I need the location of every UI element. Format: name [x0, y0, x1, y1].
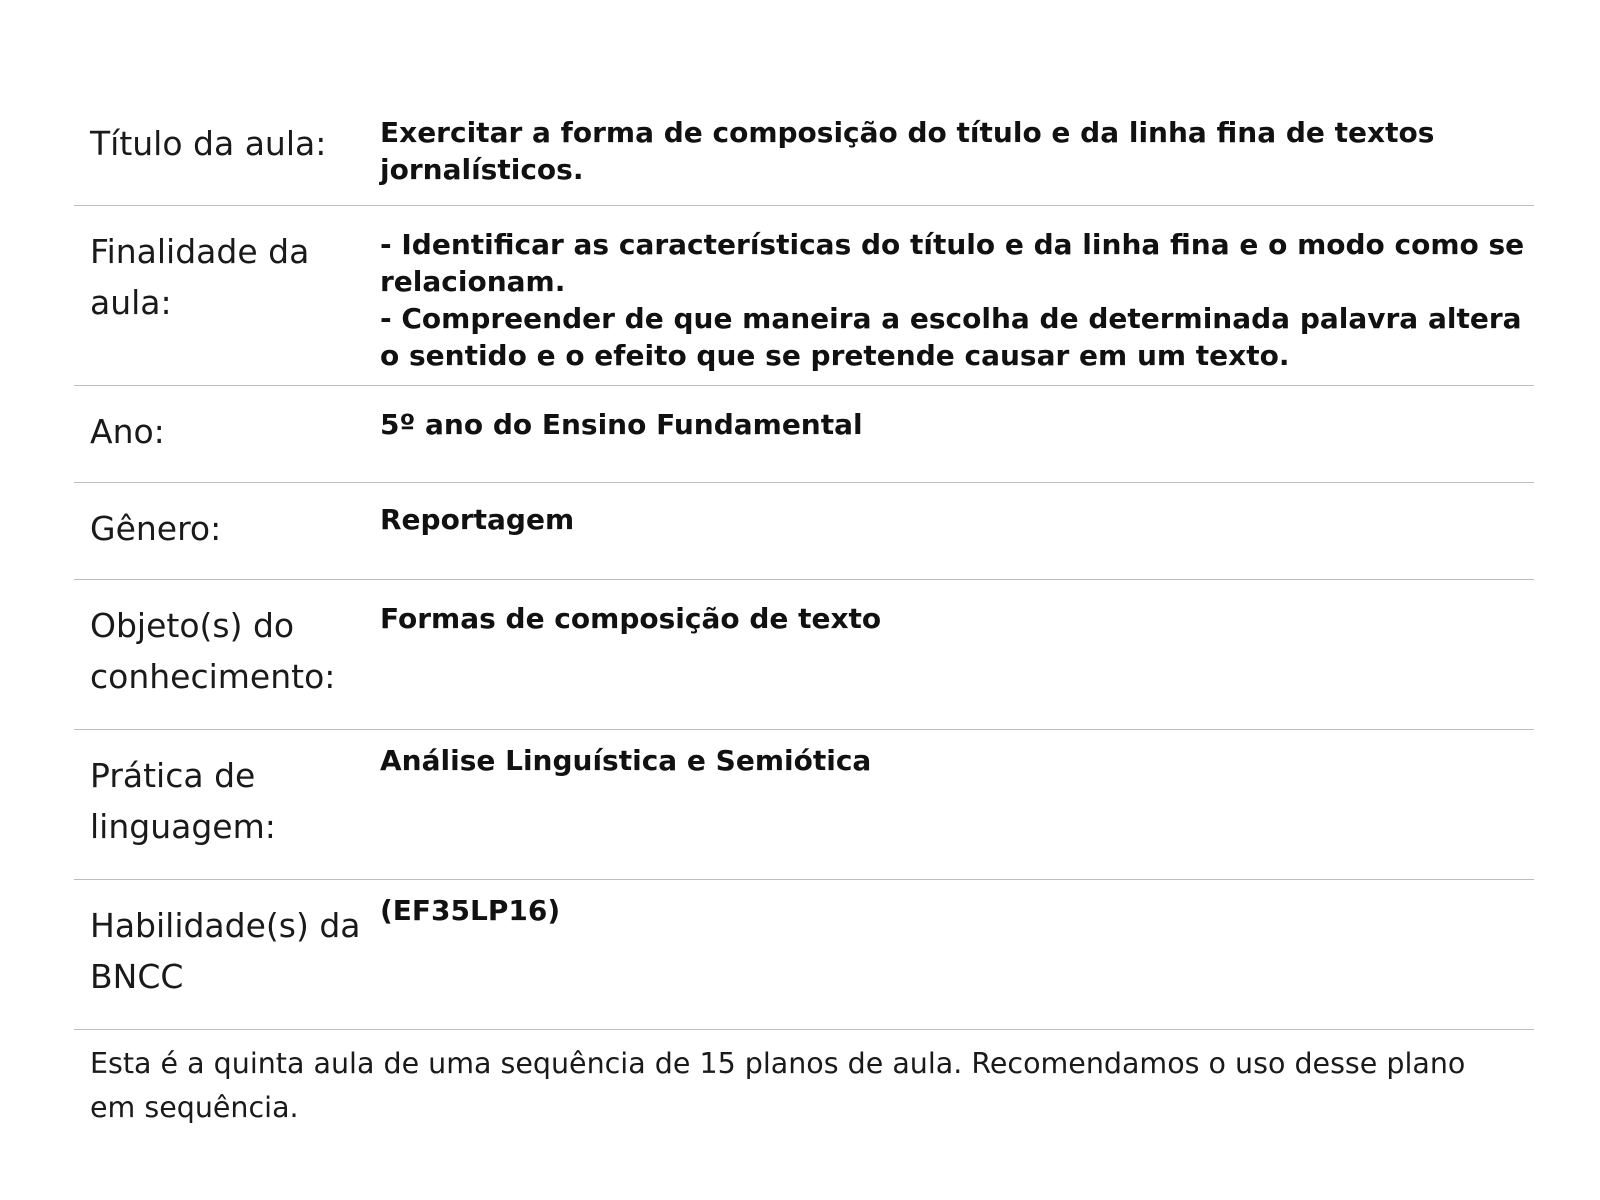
bncc-skills-value [380, 880, 1534, 1029]
sequence-note: Esta é a quinta aula de uma sequência de 15 planos de aula. Recomendamos o uso desse plano em sequência. [90, 1047, 1466, 1124]
row-knowledge-objects [74, 580, 1534, 730]
row-genre [74, 483, 1534, 580]
school-year-label: Ano: [90, 412, 165, 451]
row-school-year [74, 386, 1534, 483]
lesson-purpose-label: Finalidade da aula: [90, 232, 310, 322]
language-practice-value [380, 730, 1534, 879]
knowledge-objects-text: Formas de composição de texto [380, 602, 882, 635]
school-year-text: 5º ano do Ensino Fundamental [380, 408, 863, 441]
genre-value [380, 483, 1534, 579]
language-practice-label: Prática de linguagem: [90, 756, 276, 846]
knowledge-objects-value [380, 580, 1534, 729]
lesson-title-value [380, 98, 1534, 205]
lesson-purpose-value [380, 206, 1534, 385]
purpose-item-2: - Compreender de que maneira a escolha de determinada palavra altera o sentido e o efeito que se pretende causar em um texto. [380, 302, 1522, 372]
language-practice-text: Análise Linguística e Semiótica [380, 744, 872, 777]
genre-text: Reportagem [380, 503, 575, 536]
row-language-practice [74, 730, 1534, 880]
bncc-skills-text: (EF35LP16) [380, 894, 561, 927]
row-lesson-purpose [74, 206, 1534, 386]
row-bncc-skills [74, 880, 1534, 1030]
purpose-item-1: - Identificar as características do título e da linha fina e o modo como se relacionam. [380, 228, 1525, 298]
knowledge-objects-label: Objeto(s) do conhecimento: [90, 606, 336, 696]
school-year-value [380, 386, 1534, 482]
lesson-plan-table [74, 98, 1534, 1130]
lesson-title-label: Título da aula: [90, 124, 327, 163]
genre-label: Gênero: [90, 509, 222, 548]
bncc-skills-label: Habilidade(s) da BNCC [90, 906, 361, 996]
row-lesson-title [74, 98, 1534, 206]
lesson-title-text: Exercitar a forma de composição do título e da linha fina de textos jornalísticos. [380, 116, 1435, 186]
